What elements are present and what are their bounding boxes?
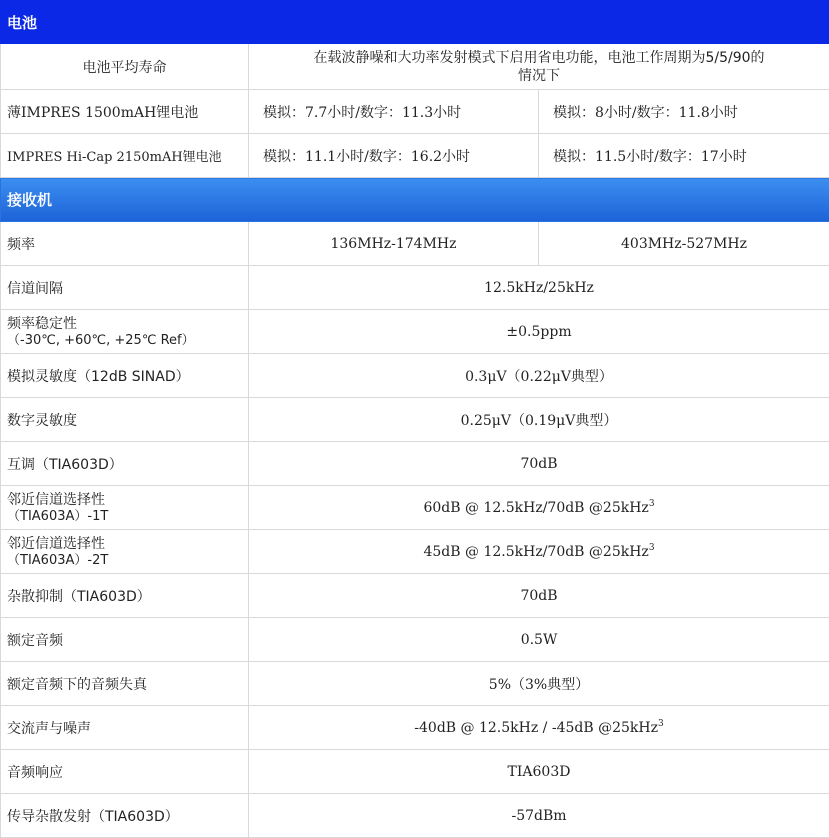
row-label-analog-sensitivity: 模拟灵敏度（12dB SINAD）	[1, 354, 249, 398]
row-label-frequency-stability	[1, 310, 249, 354]
table-row-conducted-spurious	[1, 794, 829, 838]
adjacent-channel-2t-footnote: 3	[649, 543, 655, 553]
row-label-digital-sensitivity: 数字灵敏度	[1, 398, 249, 442]
battery-life-desc-line2: 情况下	[255, 67, 823, 85]
table-row-spurious-rejection	[1, 574, 829, 618]
channel-spacing-value: 12.5kHz/25kHz	[249, 266, 829, 310]
hum-noise-text: -40dB @ 12.5kHz / -45dB @25kHz	[414, 720, 658, 736]
row-label-audio-distortion: 额定音频下的音频失真	[1, 662, 249, 706]
adjacent-channel-1t-value	[249, 486, 829, 530]
row-label-adjacent-channel-1t	[1, 486, 249, 530]
table-row-channel-spacing	[1, 266, 829, 310]
table-row-battery-2150	[1, 134, 829, 178]
row-label-conducted-spurious: 传导杂散发射（TIA603D）	[1, 794, 249, 838]
frequency-value-b: 403MHz-527MHz	[539, 222, 829, 266]
battery-1500-value-a: 模拟：7.7小时/数字：11.3小时	[249, 90, 539, 134]
intermodulation-value: 70dB	[249, 442, 829, 486]
table-row-audio-response	[1, 750, 829, 794]
table-row-adjacent-channel-2t	[1, 530, 829, 574]
adjacent-channel-1t-text: 60dB @ 12.5kHz/70dB @25kHz	[423, 500, 648, 516]
frequency-stability-value: ±0.5ppm	[249, 310, 829, 354]
rated-audio-value: 0.5W	[249, 618, 829, 662]
row-label-battery-2150: IMPRES Hi-Cap 2150mAH锂电池	[1, 134, 249, 178]
table-row-analog-sensitivity	[1, 354, 829, 398]
row-label-rated-audio: 额定音频	[1, 618, 249, 662]
battery-life-description	[249, 44, 829, 90]
row-label-battery-life: 电池平均寿命	[1, 44, 249, 90]
row-label-adjacent-channel-2t	[1, 530, 249, 574]
row-label-battery-1500: 薄IMPRES 1500mAH锂电池	[1, 90, 249, 134]
hum-noise-value	[249, 706, 829, 750]
digital-sensitivity-value: 0.25μV（0.19μV典型）	[249, 398, 829, 442]
table-row-rated-audio	[1, 618, 829, 662]
adjacent-channel-2t-sublabel: （TIA603A）-2T	[7, 553, 242, 569]
table-row-frequency-stability	[1, 310, 829, 354]
section-header-receiver	[1, 178, 829, 222]
battery-life-desc-line1: 在载波静噪和大功率发射模式下启用省电功能，电池工作周期为5/5/90的	[255, 49, 823, 67]
row-label-intermodulation: 互调（TIA603D）	[1, 442, 249, 486]
conducted-spurious-value: -57dBm	[249, 794, 829, 838]
row-label-hum-noise: 交流声与噪声	[1, 706, 249, 750]
table-row-adjacent-channel-1t	[1, 486, 829, 530]
hum-noise-footnote: 3	[658, 719, 664, 729]
section-title-receiver: 接收机	[1, 178, 829, 222]
section-header-battery	[1, 1, 829, 44]
table-row-battery-life	[1, 44, 829, 90]
row-label-frequency: 频率	[1, 222, 249, 266]
frequency-value-a: 136MHz-174MHz	[249, 222, 539, 266]
table-row-digital-sensitivity	[1, 398, 829, 442]
audio-response-value: TIA603D	[249, 750, 829, 794]
audio-distortion-value: 5%（3%典型）	[249, 662, 829, 706]
battery-2150-value-a: 模拟：11.1小时/数字：16.2小时	[249, 134, 539, 178]
adjacent-channel-1t-label: 邻近信道选择性	[7, 491, 242, 509]
battery-2150-value-b: 模拟：11.5小时/数字：17小时	[539, 134, 829, 178]
analog-sensitivity-value: 0.3μV（0.22μV典型）	[249, 354, 829, 398]
adjacent-channel-2t-text: 45dB @ 12.5kHz/70dB @25kHz	[423, 544, 648, 560]
row-label-channel-spacing: 信道间隔	[1, 266, 249, 310]
table-row-frequency	[1, 222, 829, 266]
adjacent-channel-1t-footnote: 3	[649, 499, 655, 509]
battery-1500-value-b: 模拟：8小时/数字：11.8小时	[539, 90, 829, 134]
spurious-rejection-value: 70dB	[249, 574, 829, 618]
frequency-stability-label: 频率稳定性	[7, 315, 242, 333]
frequency-stability-sublabel: （-30℃, +60℃, +25℃ Ref）	[7, 333, 242, 349]
section-title-battery: 电池	[1, 1, 829, 44]
row-label-audio-response: 音频响应	[1, 750, 249, 794]
table-row-intermodulation	[1, 442, 829, 486]
adjacent-channel-1t-sublabel: （TIA603A）-1T	[7, 509, 242, 525]
adjacent-channel-2t-value	[249, 530, 829, 574]
table-row-battery-1500	[1, 90, 829, 134]
table-row-hum-noise	[1, 706, 829, 750]
table-row-audio-distortion	[1, 662, 829, 706]
adjacent-channel-2t-label: 邻近信道选择性	[7, 535, 242, 553]
row-label-spurious-rejection: 杂散抑制（TIA603D）	[1, 574, 249, 618]
